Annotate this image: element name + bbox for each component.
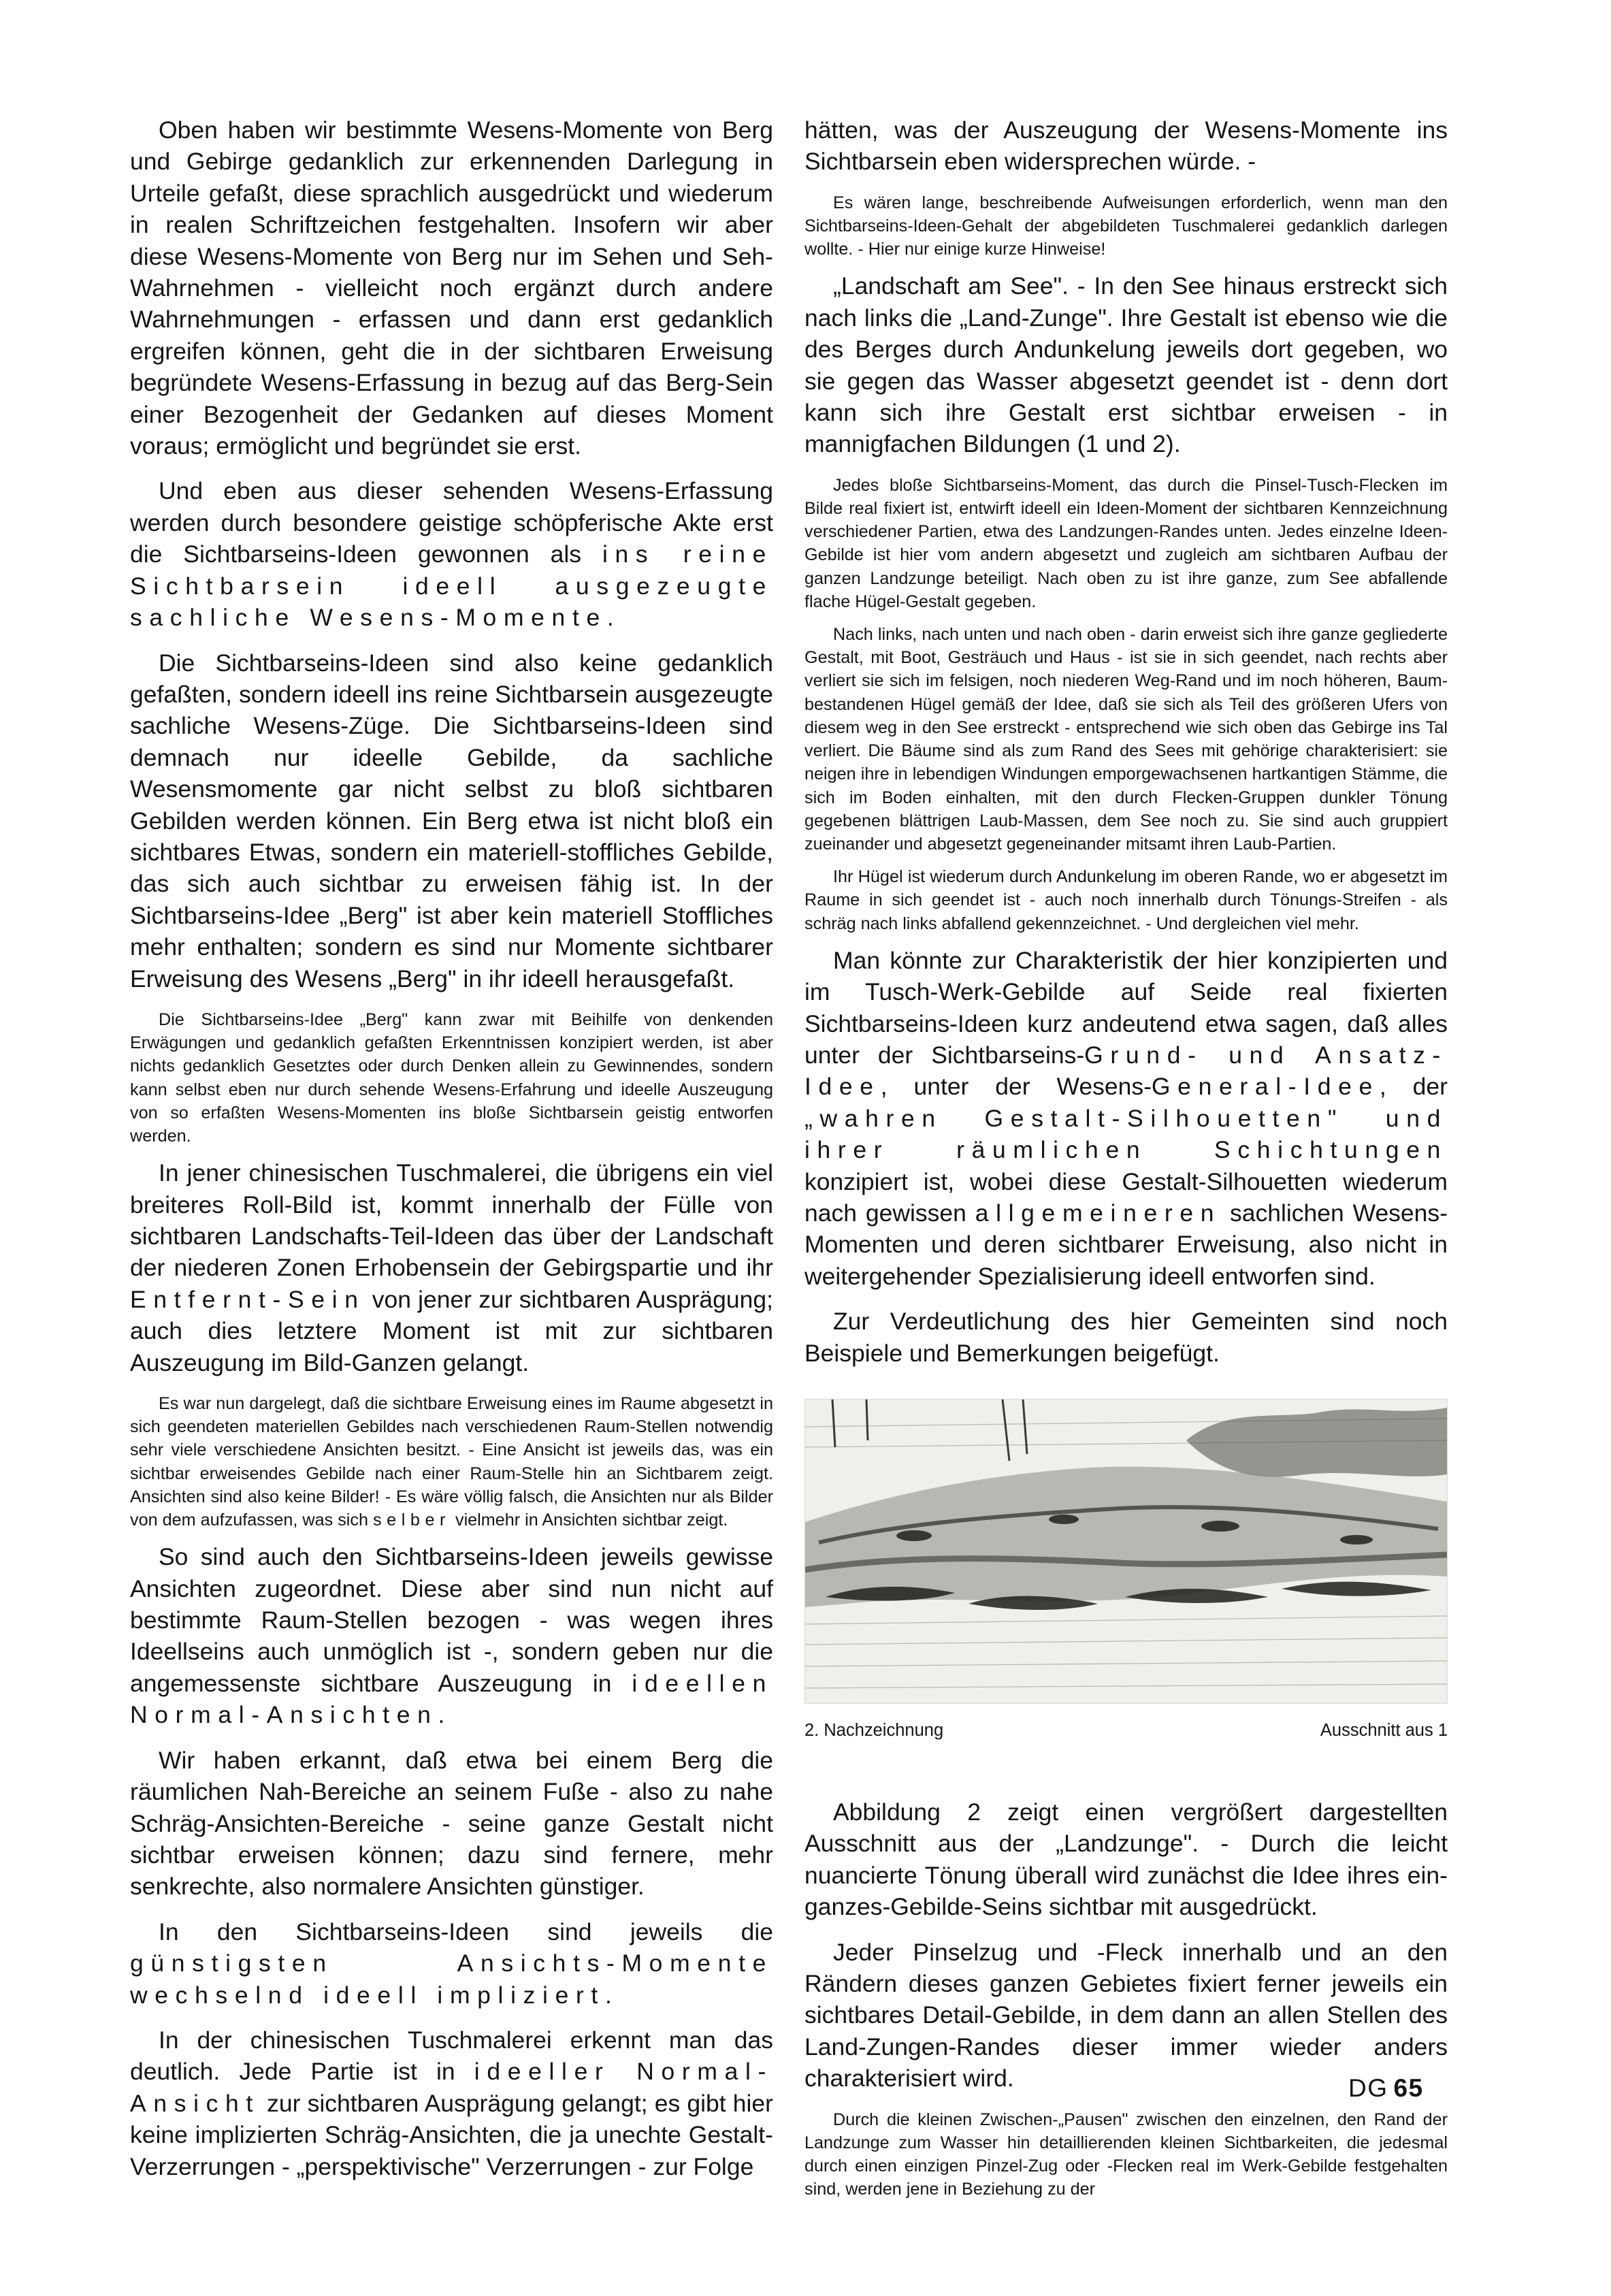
right-column — [804, 114, 1448, 2210]
paragraph: Wir haben erkannt, daß etwa bei einem Berg die räumlichen Nah-Bereiche an seinem Fuße - also zu nahe Schräg-Ansichten-Bereiche - seine ganze Gestalt nicht sichtbar erweisen können; dazu sind fernere, mehr senkrechte, also normalere Ansichten günstiger. — [130, 1746, 773, 1901]
small-note: Es wären lange, beschreibende Aufweisungen erforderlich, wenn man den Sichtbarseins-Ideen-Gehalt der abgebildeten Tuschmalerei gedanklich darlegen wollte. - Hier nur einige kurze Hinweise! — [804, 193, 1448, 259]
page-footer — [1348, 2073, 1424, 2103]
paragraph: Die Sichtbarseins-Ideen sind also keine gedanklich gefaßten, sondern ideell ins reine Sichtbarsein ausgezeugte sachliche Wesens-Züge. Die Sichtbarseins-Ideen sind demnach nur ideelle Gebilde, da sachliche Wesensmomente gar nicht selbst zu bloß sichtbaren Gebilden werden können. Ein Berg etwa ist nicht bloß ein sichtbares Etwas, sondern ein materiell-stoffliches Gebilde, das sich auch sichtbar zu erweisen fähig ist. In der Sichtbarseins-Idee „Berg" ist aber kein materiell Stoffliches mehr enthalten; sondern es sind nur Momente sichtbarer Erweisung des Wesens „Berg" in ihr ideell herausgefaßt. — [130, 649, 773, 992]
paragraph: hätten, was der Auszeugung der Wesens-Momente ins Sichtbarsein eben widersprechen würde. - — [804, 116, 1448, 176]
paragraph: Und eben aus dieser sehenden Wesens-Erfassung werden durch besondere geistige schöpferische Akte erst die Sichtbarseins-Ideen gewonnen als ins reine Sichtbarsein ideell ausgezeugte sachliche Wesens-Momente. — [130, 477, 773, 632]
paragraph: Man könnte zur Charakteristik der hier konzipierten und im Tusch-Werk-Gebilde auf Seide real fixierten Sichtbarseins-Ideen kurz andeutend etwa sagen, daß alles unter der Sichtbarseins-Grund- und Ansatz-Idee, unter der Wesens-General-Idee, der „wahren Gestalt-Silhouetten" und ihrer räumlichen Schichtungen konzipiert ist, wobei diese Gestalt-Silhouetten wiederum nach gewissen allgemeineren sachlichen Wesens-Momenten und deren sichtbarer Erweisung, also nicht in weitergehender Spezialisierung ideell entworfen sind. — [804, 946, 1448, 1290]
paragraph: So sind auch den Sichtbarseins-Ideen jeweils gewisse Ansichten zugeordnet. Diese aber sind nun nicht auf bestimmte Raum-Stellen bezogen - was wegen ihres Ideellseins auch unmöglich ist -, sondern geben nur die angemessenste sichtbare Auszeugung in ideellen Normal-Ansichten. — [130, 1543, 773, 1729]
paragraph: Jeder Pinselzug und -Fleck innerhalb und an den Rändern dieses ganzen Gebietes fixiert ferner jeweils ein sichtbares Detail-Gebilde, in dem dann an allen Stellen des Land-Zungen-Randes dieser immer wieder anders charakterisiert wird. — [804, 1938, 1448, 2092]
page-number: 65 — [1393, 2074, 1424, 2102]
spaced-emphasis: General-Idee — [1151, 1073, 1380, 1101]
spaced-emphasis: allgemeineren — [975, 1199, 1222, 1227]
spaced-emphasis: ins reine Sichtbarsein ideell ausgezeugte sachliche Wesens-Momente — [130, 540, 773, 632]
left-column — [130, 114, 773, 2196]
spaced-emphasis: Entfernt-Sein — [130, 1285, 365, 1313]
journal-abbreviation: DG — [1348, 2074, 1388, 2102]
paragraph: Oben haben wir bestimmte Wesens-Momente von Berg und Gebirge gedanklich zur erkennenden Darlegung in Urteile gefaßt, diese sprachlich ausgedrückt und wiederum in realen Schriftzeichen festgehalten. Insofern wir aber diese Wesens-Momente von Berg nur im Sehen und Seh-Wahrnehmen - vielleicht noch ergänzt durch andere Wahrnehmungen - erfassen und dann erst gedanklich ergreifen können, geht die in der sichtbaren Erweisung begründete Wesens-Erfassung in bezug auf das Berg-Sein einer Bezogenheit der Gedanken auf dieses Moment voraus; ermöglicht und begründet sie erst. — [130, 116, 773, 460]
spaced-emphasis: ideeller Normal-Ansicht — [130, 2058, 774, 2117]
caption-right: Ausschnitt aus 1 — [1320, 1721, 1448, 1740]
paragraph: „Landschaft am See". - In den See hinaus erstreckt sich nach links die „Land-Zunge". Ihre Gestalt ist ebenso wie die des Berges durch Andunkelung jeweils dort gegeben, wo sie gegen das Wasser abgesetzt geendet ist - denn dort kann sich ihre Gestalt erst sichtbar erweisen - in mannigfachen Bildungen (1 und 2). — [804, 272, 1448, 458]
figure-ink-drawing — [804, 1399, 1448, 1704]
small-note: Es war nun dargelegt, daß die sichtbare Erweisung eines im Raume abgesetzt in sich geendeten materiellen Gebildes nach verschiedenen Raum-Stellen notwendig sehr viele verschiedene Ansichten besitzt. - Eine Ansicht ist jeweils das, was ein sichtbar erweisendes Gebilde nach einer Raum-Stelle hin an Sichtbarem zeigt. Ansichten sind also keine Bilder! - Es wäre völlig falsch, die Ansichten nur als Bilder von dem aufzufassen, was sich selber vielmehr in Ansichten sichtbar zeigt. — [130, 1394, 773, 1530]
landzunge-sketch — [805, 1400, 1447, 1703]
paragraph: Zur Verdeutlichung des hier Gemeinten sind noch Beispiele und Bemerkungen beigefügt. — [804, 1308, 1448, 1367]
figure-caption — [804, 1719, 1448, 1742]
small-note: Jedes bloße Sichtbarseins-Moment, das durch die Pinsel-Tusch-Flecken im Bilde real fixiert ist, entwirft ideell ein Ideen-Moment der sichtbaren Kennzeichnung verschiedener Partien, etwa des Landzungen-Randes unten. Jedes einzelne Ideen-Gebilde ist hier vom andern abgesetzt und zugleich am sichtbaren Aufbau der ganzen Landzunge beteiligt. Nach oben zu ist ihre ganze, zum See abfallende flache Hügel-Gestalt gegeben. — [804, 475, 1448, 611]
paragraph: In der chinesischen Tuschmalerei erkennt man das deutlich. Jede Partie ist in ideeller Normal-Ansicht zur sichtbaren Ausprägung gelangt; es gibt hier keine implizierten Schräg-Ansichten, die ja unechte Gestalt-Verzerrungen - „perspektivische" Verzerrungen - zur Folge — [130, 2026, 774, 2180]
small-note: Ihr Hügel ist wiederum durch Andunkelung im oberen Rande, wo er abgesetzt im Raume in sich geendet ist - auch noch innerhalb durch Tönungs-Streifen - als schräg nach links abfallend gekennzeichnet. - Und dergleichen viel mehr. — [804, 867, 1448, 933]
spaced-emphasis: günstigsten Ansichts-Momente wechselnd ideell impliziert — [130, 1950, 773, 2009]
spaced-emphasis: „wahren Gestalt-Silhouetten" und ihrer räumlichen Schichtungen — [804, 1104, 1448, 1164]
spaced-emphasis: Grund- und Ansatz-Idee — [804, 1041, 1448, 1101]
paragraph: Abbildung 2 zeigt einen vergrößert dargestellten Ausschnitt aus der „Landzunge". - Durch die leicht nuancierte Tönung überall wird zunächst die Idee ihres ein-ganzes-Gebilde-Seins sichtbar mit ausgedrückt. — [804, 1798, 1448, 1921]
spaced-emphasis: ideellen Normal-Ansichten — [130, 1669, 773, 1729]
small-note: Durch die kleinen Zwischen-„Pausen" zwischen den einzelnen, den Rand der Landzunge zum Wasser hin detaillierenden kleinen Sichtbarkeiten, die jedesmal durch einen einzigen Pinzel-Zug oder -Flecken real im Werk-Gebilde festgehalten sind, werden jene in Beziehung zu der — [804, 2109, 1448, 2199]
small-note: Nach links, nach unten und nach oben - darin erweist sich ihre ganze gegliederte Gestalt, mit Boot, Gesträuch und Haus - ist sie in sich geendet, nach rechts aber verliert sie sich im felsigen, noch niederen Weg-Rand und im noch höheren, Baum-bestandenen Hügel gemäß der Idee, daß sie sich als Teil des größeren Ufers von diesem weg in den See erstreckt - entsprechend wie sich oben das Gebirge ins Tal verliert. Die Bäume sind als zum Rand des Sees mit gehörige charakterisiert: sie neigen ihre in lebendigen Windungen emporgewachsenen hartkantigen Stämme, die sich im Boden einhalten, mit den durch Flecken-Gruppen dunkler Tönung gegebenen blättrigen Laub-Massen, dem See noch zu. Sie sind auch gruppiert zueinander und abgesetzt gegeneinander mitsamt ihren Laub-Partien. — [804, 625, 1448, 854]
spaced-emphasis: selber — [373, 1510, 451, 1530]
small-note: Die Sichtbarseins-Idee „Berg" kann zwar mit Beihilfe von denkenden Erwägungen und gedanklich gefaßten Erkenntnissen konzipiert werden, ist aber nichts gedanklich Gesetztes oder durch Denken allein zu Gewinnendes, sondern kann selbst eben nur durch sehende Wesens-Erfahrung und ideelle Auszeugung von so erfaßten Wesens-Momenten ins bloße Sichtbarsein geistig entworfen werden. — [130, 1009, 773, 1146]
caption-left: 2. Nachzeichnung — [804, 1721, 944, 1740]
paragraph: In jener chinesischen Tuschmalerei, die übrigens ein viel breiteres Roll-Bild ist, kommt innerhalb der Fülle von sichtbaren Landschafts-Teil-Ideen das über der Landschaft der niederen Zonen Erhobensein der Gebirgspartie und ihr Entfernt-Sein von jener zur sichtbaren Ausprägung; auch dies letztere Moment ist mit zur sichtbaren Auszeugung im Bild-Ganzen gelangt. — [130, 1159, 773, 1376]
paragraph: In den Sichtbarseins-Ideen sind jeweils die günstigsten Ansichts-Momente wechselnd ideell impliziert. — [130, 1918, 773, 2009]
